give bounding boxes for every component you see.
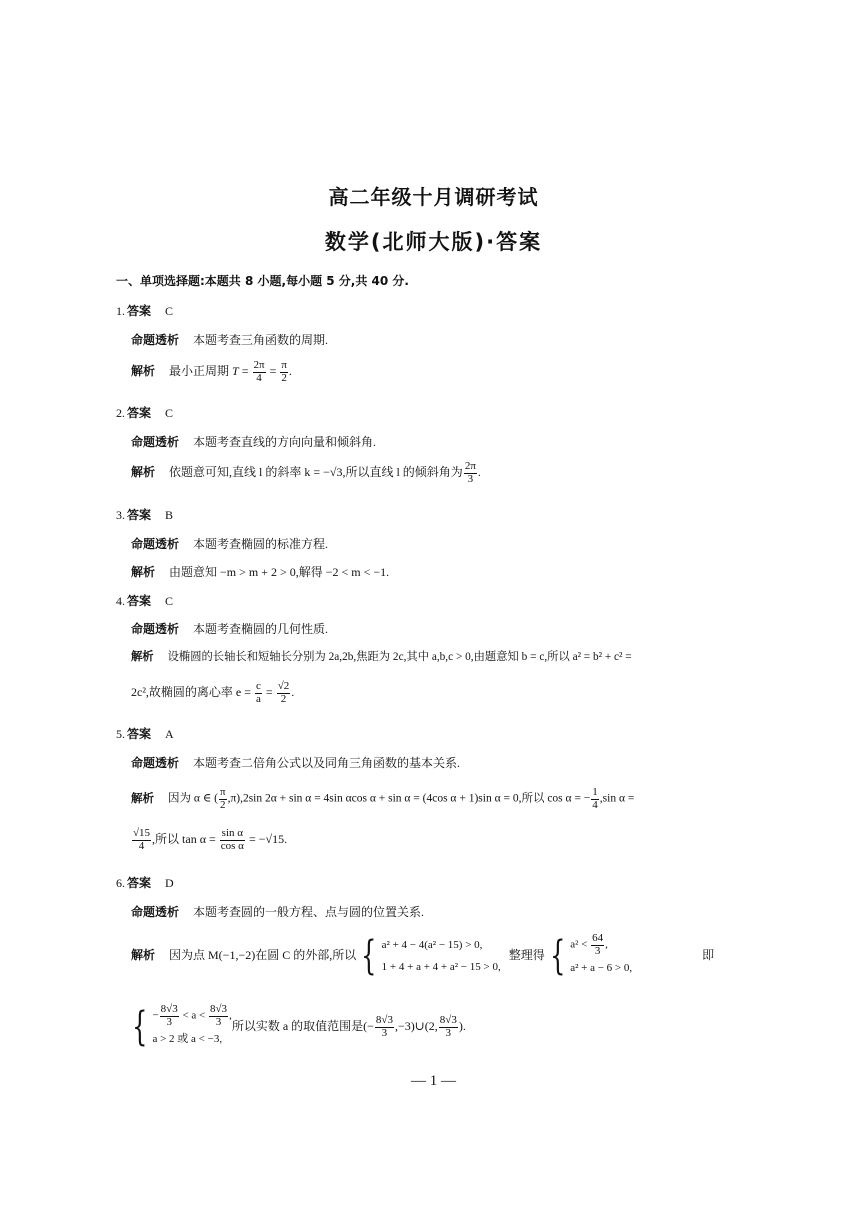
answer-value: D: [165, 876, 174, 890]
numerator: √2: [277, 680, 290, 692]
period: .: [291, 684, 295, 699]
numerator: 2π: [253, 359, 265, 371]
fraction: [209, 1004, 228, 1028]
denominator: a: [256, 692, 261, 705]
solution-text: 依题意可知,直线 l 的斜率 k = −√3,所以直线 l 的倾斜角为: [169, 464, 463, 479]
denominator: 3: [166, 1015, 172, 1028]
answer-value: A: [165, 727, 174, 741]
question-number: 5.: [116, 727, 125, 741]
equation-system: [570, 933, 632, 979]
system-row: < a <: [179, 1009, 209, 1022]
question-4-header: [116, 592, 173, 609]
solution-text: ).: [458, 1018, 466, 1033]
solution-text: 即: [702, 947, 715, 962]
intent-label: 命题透析: [131, 756, 180, 770]
solution-text: = −√15.: [245, 831, 288, 846]
variable: T: [232, 363, 239, 378]
solution-label: 解析: [131, 790, 154, 805]
left-brace: {: [132, 1004, 148, 1051]
question-number: 4.: [116, 594, 125, 608]
question-6-solution-line2: [127, 1004, 466, 1050]
intent-label: 命题透析: [131, 622, 180, 636]
question-1-header: [116, 302, 173, 319]
equation-system: [152, 1004, 231, 1050]
solution-text: 因为点 M(−1,−2)在圆 C 的外部,所以: [169, 947, 357, 962]
question-2-header: [116, 404, 173, 421]
intent-text: 本题考查椭圆的几何性质.: [193, 622, 329, 636]
equals: =: [266, 363, 280, 378]
question-5-header: [116, 725, 174, 742]
system-row: a² <: [570, 938, 591, 951]
numerator: sin α: [221, 827, 244, 839]
equals: =: [238, 363, 252, 378]
answer-label: 答案: [127, 594, 152, 608]
page-subtitle: 数学(北师大版)·答案: [324, 230, 543, 254]
intent-text: 本题考查直线的方向向量和倾斜角.: [193, 435, 377, 449]
system-row: a > 2 或 a < −3,: [152, 1033, 223, 1046]
solution-label: 解析: [131, 464, 156, 479]
question-2-solution: [131, 461, 481, 485]
question-1-solution: [131, 360, 292, 384]
question-number: 1.: [116, 304, 125, 318]
question-2-intent: [131, 433, 376, 450]
question-4-solution-line2: [131, 681, 294, 705]
answer-value: C: [165, 304, 174, 318]
period: .: [477, 464, 481, 479]
solution-label: 解析: [131, 650, 154, 663]
system-row: ,: [229, 1009, 232, 1022]
fraction: [220, 828, 245, 852]
numerator: 2π: [464, 460, 476, 472]
numerator: π: [220, 786, 226, 798]
question-1-intent: [131, 331, 328, 348]
page-title: 高二年级十月调研考试: [328, 185, 539, 209]
numerator: √15: [133, 827, 151, 839]
denominator: 3: [215, 1015, 222, 1028]
solution-label: 解析: [131, 947, 156, 962]
equation-system: [382, 934, 501, 978]
period: .: [288, 363, 292, 378]
page-number: — 1 —: [411, 1073, 456, 1089]
numerator: 8√3: [439, 1014, 457, 1026]
solution-text: ,所以 tan α =: [152, 831, 219, 846]
intent-label: 命题透析: [131, 333, 180, 347]
fraction: [277, 681, 291, 705]
fraction: [375, 1015, 394, 1039]
numerator: c: [256, 680, 261, 692]
fraction: [160, 1004, 179, 1028]
denominator: cos α: [220, 839, 244, 852]
numerator: 8√3: [210, 1003, 228, 1015]
denominator: 2: [280, 692, 287, 705]
question-5-intent: [131, 754, 460, 771]
fraction: [591, 787, 599, 811]
left-brace: {: [361, 933, 377, 980]
intent-text: 本题考查椭圆的标准方程.: [193, 537, 329, 551]
solution-text: ,π),2sin 2α + sin α = 4sin αcos α + sin α = (4cos α + 1)sin α = 0,所以 cos α = −: [227, 792, 591, 805]
numerator: 8√3: [375, 1014, 393, 1026]
intent-text: 本题考查圆的一般方程、点与圆的位置关系.: [193, 905, 425, 919]
question-5-solution-line1: [131, 787, 634, 811]
fraction: [253, 360, 266, 384]
answer-value: C: [165, 594, 174, 608]
intent-label: 命题透析: [131, 537, 180, 551]
solution-text: 由题意知 −m > m + 2 > 0,解得 −2 < m < −1.: [169, 565, 390, 579]
solution-text: 整理得: [508, 947, 545, 962]
solution-text: 2c²,故椭圆的离心率 e =: [131, 684, 255, 699]
question-number: 3.: [116, 508, 125, 522]
denominator: 3: [467, 472, 474, 485]
fraction: [132, 828, 151, 852]
solution-text: 因为 α ∈ (: [168, 792, 218, 805]
solution-text: 设椭圆的长轴长和短轴长分别为 2a,2b,焦距为 2c,其中 a,b,c > 0,由题意知 b = c,所以 a² = b² + c² =: [167, 651, 632, 663]
fraction: [280, 360, 288, 384]
question-6-solution-line1: [131, 933, 714, 979]
question-number: 2.: [116, 406, 125, 420]
denominator: 3: [594, 944, 601, 957]
numerator: 64: [592, 932, 604, 944]
question-5-solution-line2: [131, 828, 287, 852]
answer-value: B: [165, 508, 174, 522]
denominator: 4: [138, 839, 145, 852]
solution-text: ,sin α =: [599, 792, 635, 805]
question-3-intent: [131, 535, 328, 552]
section-heading: 一、单项选择题:本题共 8 小题,每小题 5 分,共 40 分.: [116, 274, 409, 288]
denominator: 3: [445, 1026, 452, 1039]
numerator: π: [281, 359, 287, 371]
denominator: 3: [381, 1026, 388, 1039]
fraction: [219, 787, 227, 811]
system-row: a² + a − 6 > 0,: [570, 962, 633, 975]
denominator: 2: [220, 798, 226, 811]
numerator: 8√3: [160, 1003, 178, 1015]
question-number: 6.: [116, 876, 125, 890]
question-3-solution: [131, 563, 389, 580]
fraction: [591, 933, 604, 957]
question-6-header: [116, 874, 174, 891]
fraction: [464, 461, 477, 485]
solution-label: 解析: [131, 363, 156, 378]
fraction: [439, 1015, 458, 1039]
system-row: a² + 4 − 4(a² − 15) > 0,: [381, 939, 483, 952]
denominator: 4: [592, 798, 598, 811]
intent-text: 本题考查二倍角公式以及同角三角函数的基本关系.: [193, 756, 461, 770]
equals: =: [262, 684, 276, 699]
question-4-intent: [131, 620, 328, 637]
left-brace: {: [549, 933, 566, 980]
question-3-header: [116, 506, 173, 523]
intent-label: 命题透析: [131, 435, 180, 449]
fraction: [255, 681, 262, 705]
answer-label: 答案: [127, 508, 152, 522]
answer-label: 答案: [127, 304, 152, 318]
answer-value: C: [165, 406, 174, 420]
answer-label: 答案: [127, 727, 152, 741]
intent-text: 本题考查三角函数的周期.: [193, 333, 329, 347]
denominator: 2: [281, 371, 287, 384]
question-6-intent: [131, 903, 424, 920]
answer-label: 答案: [127, 876, 152, 890]
intent-label: 命题透析: [131, 905, 180, 919]
solution-label: 解析: [131, 565, 156, 579]
system-row: 1 + 4 + a + 4 + a² − 15 > 0,: [381, 961, 501, 974]
denominator: 4: [256, 371, 262, 384]
solution-text: 最小正周期: [169, 363, 233, 378]
solution-text: ,−3)∪(2,: [394, 1018, 438, 1033]
solution-text: 所以实数 a 的取值范围是(−: [231, 1018, 374, 1033]
question-4-solution-line1: [131, 648, 632, 664]
system-row: −: [152, 1009, 159, 1022]
numerator: 1: [592, 786, 598, 798]
answer-label: 答案: [127, 406, 152, 420]
system-row: ,: [605, 938, 608, 951]
